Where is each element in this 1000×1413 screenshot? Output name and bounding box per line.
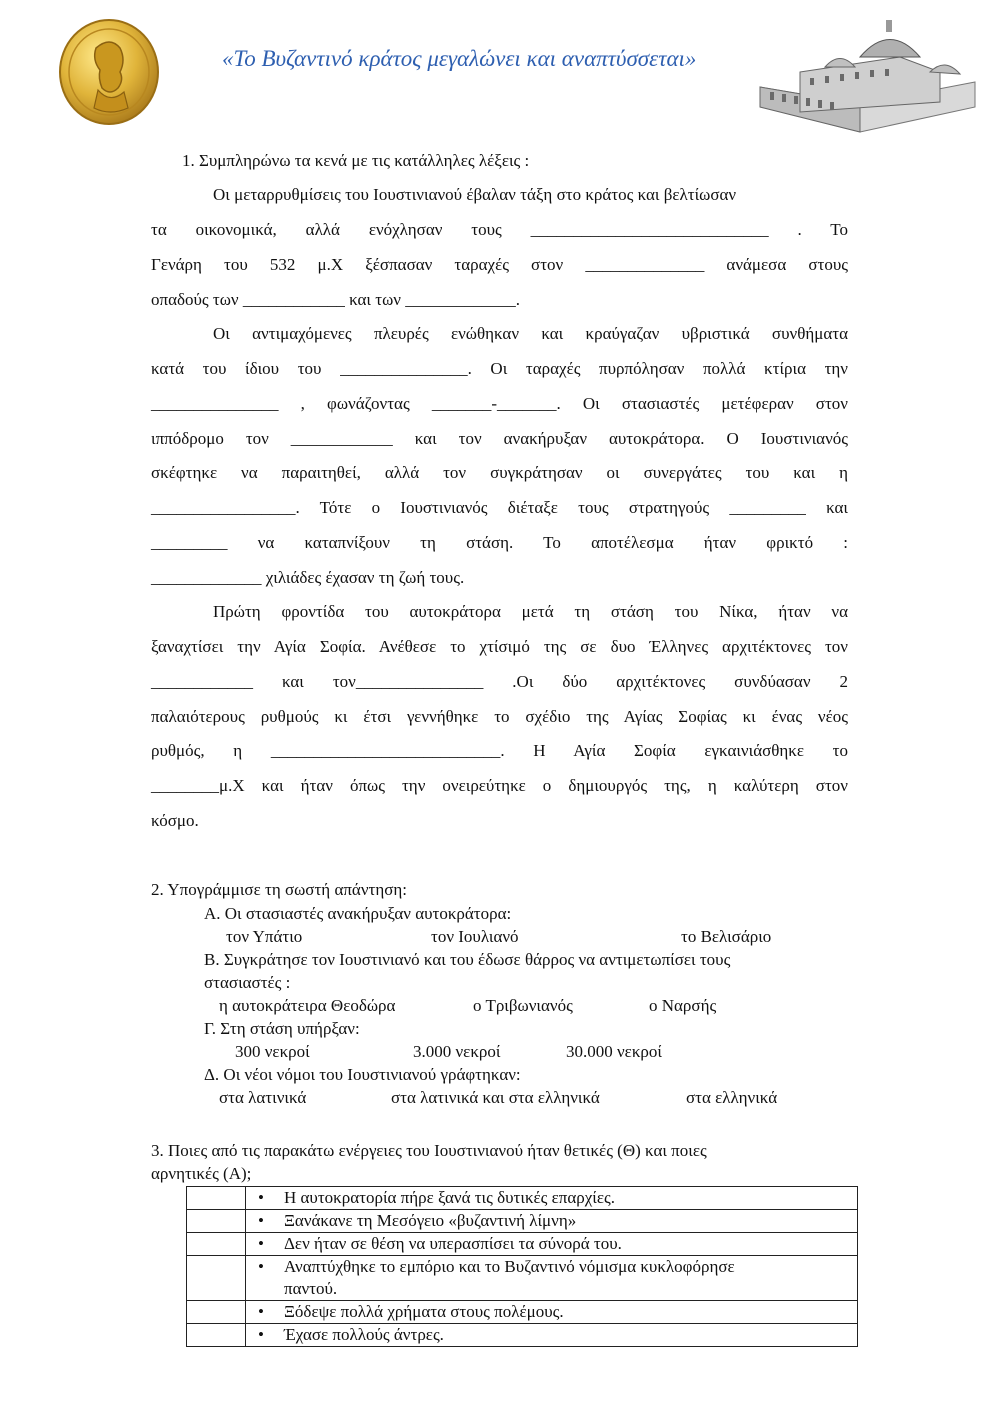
q2-d-option-3[interactable]: στα ελληνικά — [686, 1088, 778, 1107]
q2-d-option-2[interactable]: στα λατινικά και στα ελληνικά — [391, 1088, 600, 1107]
statement-cell — [246, 1233, 858, 1256]
question-2-heading: 2. Υπογράμμισε τη σωστή απάντηση: — [151, 880, 408, 899]
table-row — [187, 1301, 858, 1324]
statement-text: Ξόδεψε πολλά χρήματα στους πολέμους. — [284, 1302, 564, 1321]
page-title: «Το Βυζαντινό κράτος μεγαλώνει και αναπτύσσεται» — [222, 46, 697, 71]
statement-text: Ξανάκανε τη Μεσόγειο «βυζαντινή λίμνη» — [284, 1211, 577, 1230]
hagia-sophia-image — [740, 12, 980, 142]
q1-paragraph-line: οπαδούς των ____________ και των _____________. — [151, 290, 520, 309]
q2-c-question: Γ. Στη στάση υπήρξαν: — [204, 1019, 360, 1038]
q2-d-option-1[interactable]: στα λατινικά — [219, 1088, 307, 1107]
q2-c-option-3[interactable]: 30.000 νεκροί — [566, 1042, 662, 1061]
q1-paragraph-line: παλαιότερους ρυθμούς κι έτσι γεννήθηκε το σχέδιο της Αγίας Σοφίας κι ένας νέος — [151, 707, 848, 726]
table-row — [187, 1187, 858, 1210]
q2-a-question: Α. Οι στασιαστές ανακήρυξαν αυτοκράτορα: — [204, 904, 512, 923]
question-3-heading: 3. Ποιες από τις παρακάτω ενέργειες του Ιουστινιανού ήταν θετικές (Θ) και ποιες — [151, 1141, 707, 1160]
q2-b-option-1[interactable]: η αυτοκράτειρα Θεοδώρα — [219, 996, 396, 1015]
q2-a-option-3[interactable]: το Βελισάριο — [681, 927, 772, 946]
q1-paragraph-line: τα οικονομικά, αλλά ενόχλησαν τους ____________________________ . Το — [151, 220, 848, 239]
q2-a-option-1[interactable]: τον Υπάτιο — [226, 927, 303, 946]
statement-cell — [246, 1187, 858, 1210]
statement-cell — [246, 1210, 858, 1233]
q1-paragraph-line: ____________ και τον_______________ .Οι δύο αρχιτέκτονες συνδύασαν 2 — [151, 672, 848, 691]
statement-cell — [246, 1324, 858, 1347]
statement-cell — [246, 1301, 858, 1324]
answer-cell[interactable] — [187, 1256, 246, 1301]
byzantine-coin-image — [58, 18, 160, 126]
table-row — [187, 1233, 858, 1256]
table-row — [187, 1256, 858, 1301]
statement-cell — [246, 1256, 858, 1301]
q1-paragraph-line: κατά του ίδιου του _______________. Οι ταραχές πυρπόλησαν πολλά κτίρια την — [151, 359, 848, 378]
actions-table — [186, 1186, 858, 1347]
q2-c-option-2[interactable]: 3.000 νεκροί — [413, 1042, 501, 1061]
q1-paragraph-line: _____________ χιλιάδες έχασαν τη ζωή τους. — [151, 568, 465, 587]
q1-paragraph-line: _________ να καταπνίξουν τη στάση. Το αποτέλεσμα ήταν φρικτό : — [151, 533, 848, 552]
q1-paragraph-line: κόσμο. — [151, 811, 199, 830]
q1-paragraph-line: Οι αντιμαχόμενες πλευρές ενώθηκαν και κραύγαζαν υβριστικά συνθήματα — [213, 324, 848, 343]
q1-paragraph-line: σκέφτηκε να παραιτηθεί, αλλά τον συγκράτησαν οι συνεργάτες του και η — [151, 463, 848, 482]
question-3-heading-cont: αρνητικές (Α); — [151, 1164, 252, 1183]
q1-paragraph-line: Οι μεταρρυθμίσεις του Ιουστινιανού έβαλαν τάξη στο κράτος και βελτίωσαν — [213, 185, 737, 204]
q1-paragraph-line: ξαναχτίσει την Αγία Σοφία. Ανέθεσε το χτίσιμό της σε δυο Έλληνες αρχιτέκτονες τον — [151, 637, 848, 656]
statement-text — [284, 1256, 735, 1300]
answer-cell[interactable] — [187, 1301, 246, 1324]
q1-paragraph-line: _________________. Τότε ο Ιουστινιανός διέταξε τους στρατηγούς _________ και — [151, 498, 848, 517]
bullet-icon: • — [258, 1188, 264, 1207]
bullet-icon: • — [258, 1257, 264, 1276]
statement-line-2: παντού. — [284, 1279, 338, 1298]
statement-text: Η αυτοκρατορία πήρε ξανά τις δυτικές επαρχίες. — [284, 1188, 615, 1207]
q2-b-option-3[interactable]: ο Ναρσής — [649, 996, 717, 1015]
bullet-icon: • — [258, 1325, 264, 1344]
q1-paragraph-line: ιππόδρομο τον ____________ και τον ανακήρυξαν αυτοκράτορα. Ο Ιουστινιανός — [151, 429, 848, 448]
q2-a-option-2[interactable]: τον Ιουλιανό — [431, 927, 519, 946]
statement-text: Έχασε πολλούς άντρες. — [284, 1325, 444, 1344]
q1-paragraph-line: _______________ , φωνάζοντας _______-_______. Οι στασιαστές μετέφεραν στον — [151, 394, 848, 413]
q1-paragraph-line: ________μ.Χ και ήταν όπως την ονειρεύτηκε ο δημιουργός της, η καλύτερη στον — [151, 776, 848, 795]
answer-cell[interactable] — [187, 1187, 246, 1210]
statement-text: Δεν ήταν σε θέση να υπερασπίσει τα σύνορά του. — [284, 1234, 622, 1253]
q2-c-option-1[interactable]: 300 νεκροί — [235, 1042, 310, 1061]
answer-cell[interactable] — [187, 1233, 246, 1256]
statement-line-1: Αναπτύχθηκε το εμπόριο και το Βυζαντινό νόμισμα κυκλοφόρησε — [284, 1257, 735, 1276]
answer-cell[interactable] — [187, 1324, 246, 1347]
q1-paragraph-line: Γενάρη του 532 μ.Χ ξέσπασαν ταραχές στον ______________ ανάμεσα στους — [151, 255, 848, 274]
bullet-icon: • — [258, 1302, 264, 1321]
q2-d-question: Δ. Οι νέοι νόμοι του Ιουστινιανού γράφτηκαν: — [204, 1065, 521, 1084]
table-row — [187, 1324, 858, 1347]
table-row — [187, 1210, 858, 1233]
q1-paragraph-line: ρυθμός, η ___________________________. Η Αγία Σοφία εγκαινιάσθηκε το — [151, 741, 848, 760]
q2-b-question: Β. Συγκράτησε τον Ιουστινιανό και του έδωσε θάρρος να αντιμετωπίσει τους — [204, 950, 731, 969]
q1-paragraph-line: Πρώτη φροντίδα του αυτοκράτορα μετά τη στάση του Νίκα, ήταν να — [213, 602, 848, 621]
answer-cell[interactable] — [187, 1210, 246, 1233]
question-1-heading: 1. Συμπληρώνω τα κενά με τις κατάλληλες λέξεις : — [182, 151, 530, 170]
bullet-icon: • — [258, 1234, 264, 1253]
q2-b-question-cont: στασιαστές : — [204, 973, 291, 992]
bullet-icon: • — [258, 1211, 264, 1230]
q2-b-option-2[interactable]: ο Τριβωνιανός — [473, 996, 573, 1015]
